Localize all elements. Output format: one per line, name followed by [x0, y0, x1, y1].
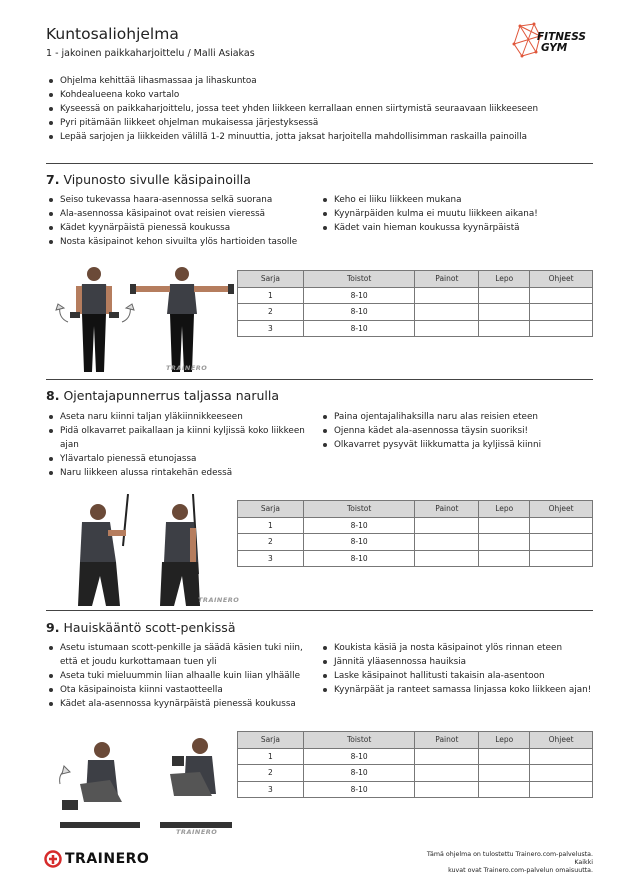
exercise-7-instructions-left: [46, 193, 316, 249]
exercise-8-title: [46, 388, 279, 403]
cell-sarja: 1: [238, 287, 304, 304]
exercise-number: 7.: [46, 172, 60, 187]
intro-item: Pyri pitämään liikkeet ohjelman mukaisessa järjestyksessä: [46, 116, 606, 130]
table-row: [238, 765, 593, 782]
instruction-item: Ala-asennossa käsipainot ovat reisien vieressä: [46, 207, 316, 221]
cell-toistot: 8-10: [303, 517, 415, 534]
col-header-sarja: Sarja: [238, 501, 304, 518]
trainero-watermark: TRAINERO: [198, 596, 240, 604]
exercise-name: Hauiskääntö scott-penkissä: [63, 620, 236, 635]
instruction-item: Aseta naru kiinni taljan yläkiinnikkeeseen: [46, 410, 316, 424]
instruction-item: Pidä olkavarret paikallaan ja kiinni kyljissä koko liikkeen ajan: [46, 424, 316, 452]
instruction-item: Kädet vain hieman koukussa kyynärpäistä: [320, 221, 595, 235]
cell-toistot: 8-10: [303, 765, 415, 782]
cell-sarja: 2: [238, 765, 304, 782]
cell-toistot: 8-10: [303, 534, 415, 551]
cell-toistot: 8-10: [303, 304, 415, 321]
col-header-toistot: Toistot: [303, 501, 415, 518]
cell-ohjeet[interactable]: [530, 320, 593, 337]
instruction-item: Asetu istumaan scott-penkille ja säädä käsien tuki niin, että et joudu kurkottamaan tuen yli: [46, 641, 316, 669]
footer-note-line1: Tämä ohjelma on tulostettu Trainero.com-palvelusta. Kaikki: [426, 851, 593, 866]
cell-painot[interactable]: [415, 781, 479, 798]
col-header-toistot: Toistot: [303, 732, 415, 749]
cell-painot[interactable]: [415, 748, 479, 765]
trainero-logo-icon: [44, 850, 62, 868]
exercise-number: 8.: [46, 388, 60, 403]
col-header-ohjeet: Ohjeet: [530, 501, 593, 518]
exercise-number: 9.: [46, 620, 60, 635]
page-subtitle: 1 - jakoinen paikkaharjoittelu / Malli Asiakas: [46, 48, 255, 59]
exercise-7-instructions-right: [320, 193, 595, 235]
instruction-item: Kyynärpäät ja ranteet samassa linjassa koko liikkeen ajan!: [320, 683, 605, 697]
cell-painot[interactable]: [415, 534, 479, 551]
instruction-item: Nosta käsipainot kehon sivuilta ylös hartioiden tasolle: [46, 235, 316, 249]
exercise-7-title: [46, 172, 251, 187]
trainero-watermark: TRAINERO: [176, 828, 218, 836]
table-row: [238, 320, 593, 337]
exercise-name: Ojentajapunnerrus taljassa narulla: [63, 388, 279, 403]
col-header-lepo: Lepo: [479, 732, 530, 749]
col-header-painot: Painot: [415, 271, 479, 288]
intro-item: Kohdealueena koko vartalo: [46, 88, 606, 102]
cell-lepo[interactable]: [479, 304, 530, 321]
cell-painot[interactable]: [415, 320, 479, 337]
cell-sarja: 3: [238, 550, 304, 567]
cell-painot[interactable]: [415, 517, 479, 534]
cell-sarja: 2: [238, 534, 304, 551]
instruction-item: Paina ojentajalihaksilla naru alas reisien eteen: [320, 410, 595, 424]
table-header-row: [238, 732, 593, 749]
cell-ohjeet[interactable]: [530, 748, 593, 765]
exercise-8-instructions-right: [320, 410, 595, 452]
cell-toistot: 8-10: [303, 550, 415, 567]
cell-toistot: 8-10: [303, 320, 415, 337]
logo-text-line2: GYM: [541, 42, 568, 54]
col-header-sarja: Sarja: [238, 271, 304, 288]
cell-lepo[interactable]: [479, 517, 530, 534]
table-row: [238, 287, 593, 304]
col-header-lepo: Lepo: [479, 501, 530, 518]
instruction-item: Naru liikkeen alussa rintakehän edessä: [46, 466, 316, 480]
section-divider: [46, 610, 593, 611]
cell-ohjeet[interactable]: [530, 304, 593, 321]
logo-text-line1: FITNESS: [537, 31, 586, 43]
col-header-ohjeet: Ohjeet: [530, 271, 593, 288]
cell-ohjeet[interactable]: [530, 781, 593, 798]
exercise-7-log-table: [237, 270, 593, 337]
cell-sarja: 1: [238, 748, 304, 765]
section-divider: [46, 163, 593, 164]
exercise-9-instructions-right: [320, 641, 605, 697]
instruction-item: Ylävartalo pienessä etunojassa: [46, 452, 316, 466]
intro-item: Ohjelma kehittää lihasmassaa ja lihaskuntoa: [46, 74, 606, 88]
instruction-item: Aseta tuki mieluummin liian alhaalle kuin liian ylhäälle: [46, 669, 316, 683]
col-header-lepo: Lepo: [479, 271, 530, 288]
table-header-row: [238, 271, 593, 288]
cell-lepo[interactable]: [479, 781, 530, 798]
instruction-item: Kädet ala-asennossa kyynärpäistä pienessä koukussa: [46, 697, 316, 711]
instruction-item: Laske käsipainot hallitusti takaisin ala-asentoon: [320, 669, 605, 683]
col-header-painot: Painot: [415, 501, 479, 518]
cell-lepo[interactable]: [479, 534, 530, 551]
table-row: [238, 781, 593, 798]
cell-lepo[interactable]: [479, 748, 530, 765]
col-header-toistot: Toistot: [303, 271, 415, 288]
exercise-9-instructions-left: [46, 641, 316, 711]
figure-end-position: [160, 738, 232, 828]
figure-start-position: [60, 742, 140, 828]
cell-painot[interactable]: [415, 765, 479, 782]
cell-lepo[interactable]: [479, 320, 530, 337]
exercise-9-log-table: [237, 731, 593, 798]
instruction-item: Koukista käsiä ja nosta käsipainot ylös rinnan eteen: [320, 641, 605, 655]
intro-item: Lepää sarjojen ja liikkeiden välillä 1-2 minuuttia, jotta jaksat harjoitella mahdollisimman raskailla painoilla: [46, 130, 606, 144]
intro-list: [46, 74, 606, 144]
table-row: [238, 550, 593, 567]
cell-ohjeet[interactable]: [530, 765, 593, 782]
cell-ohjeet[interactable]: [530, 287, 593, 304]
cell-painot[interactable]: [415, 550, 479, 567]
cell-sarja: 3: [238, 781, 304, 798]
instruction-item: Ota käsipainoista kiinni vastaotteella: [46, 683, 316, 697]
triceps-pushdown-illustration: [68, 494, 233, 606]
cell-lepo[interactable]: [479, 287, 530, 304]
cell-painot[interactable]: [415, 287, 479, 304]
figure-start-position: [78, 494, 128, 606]
figure-end-position: [160, 494, 200, 606]
cell-sarja: 2: [238, 304, 304, 321]
table-row: [238, 748, 593, 765]
cell-sarja: 1: [238, 517, 304, 534]
cell-painot[interactable]: [415, 304, 479, 321]
cell-ohjeet[interactable]: [530, 550, 593, 567]
intro-item: Kyseessä on paikkaharjoittelu, jossa teet yhden liikkeen kerrallaan ennen siirtymistä seuraavaan liikkeeseen: [46, 102, 606, 116]
section-divider: [46, 379, 593, 380]
instruction-item: Keho ei liiku liikkeen mukana: [320, 193, 595, 207]
instruction-item: Olkavarret pysyvät liikkumatta ja kyljissä kiinni: [320, 438, 595, 452]
exercise-9-title: [46, 620, 235, 635]
table-row: [238, 534, 593, 551]
trainero-watermark: TRAINERO: [166, 364, 208, 372]
fitness-gym-logo: [512, 22, 594, 62]
figure-end-position: [130, 267, 234, 372]
table-header-row: [238, 501, 593, 518]
cell-toistot: 8-10: [303, 748, 415, 765]
cell-lepo[interactable]: [479, 765, 530, 782]
instruction-item: Ojenna kädet ala-asennossa täysin suoriksi!: [320, 424, 595, 438]
exercise-name: Vipunosto sivulle käsipainoilla: [63, 172, 251, 187]
instruction-item: Kyynärpäiden kulma ei muutu liikkeen aikana!: [320, 207, 595, 221]
lateral-raise-illustration: [52, 264, 237, 376]
exercise-8-log-table: [237, 500, 593, 567]
scott-curl-illustration: [50, 724, 235, 836]
figure-start-position: [56, 267, 134, 372]
cell-toistot: 8-10: [303, 781, 415, 798]
cell-ohjeet[interactable]: [530, 534, 593, 551]
col-header-ohjeet: Ohjeet: [530, 732, 593, 749]
cell-ohjeet[interactable]: [530, 517, 593, 534]
trainero-footer-logo: [44, 850, 149, 868]
table-row: [238, 304, 593, 321]
cell-toistot: 8-10: [303, 287, 415, 304]
instruction-item: Seiso tukevassa haara-asennossa selkä suorana: [46, 193, 316, 207]
instruction-item: Kädet kyynärpäistä pienessä koukussa: [46, 221, 316, 235]
exercise-8-instructions-left: [46, 410, 316, 480]
col-header-sarja: Sarja: [238, 732, 304, 749]
col-header-painot: Painot: [415, 732, 479, 749]
page-title: Kuntosaliohjelma: [46, 25, 179, 43]
trainero-logo-text: TRAINERO: [65, 851, 150, 867]
footer-note-line2: kuvat ovat Trainero.com-palvelun omaisuutta.: [448, 867, 593, 874]
instruction-item: Jännitä yläasennossa hauiksia: [320, 655, 605, 669]
table-row: [238, 517, 593, 534]
cell-sarja: 3: [238, 320, 304, 337]
footer-note: [408, 851, 593, 875]
cell-lepo[interactable]: [479, 550, 530, 567]
